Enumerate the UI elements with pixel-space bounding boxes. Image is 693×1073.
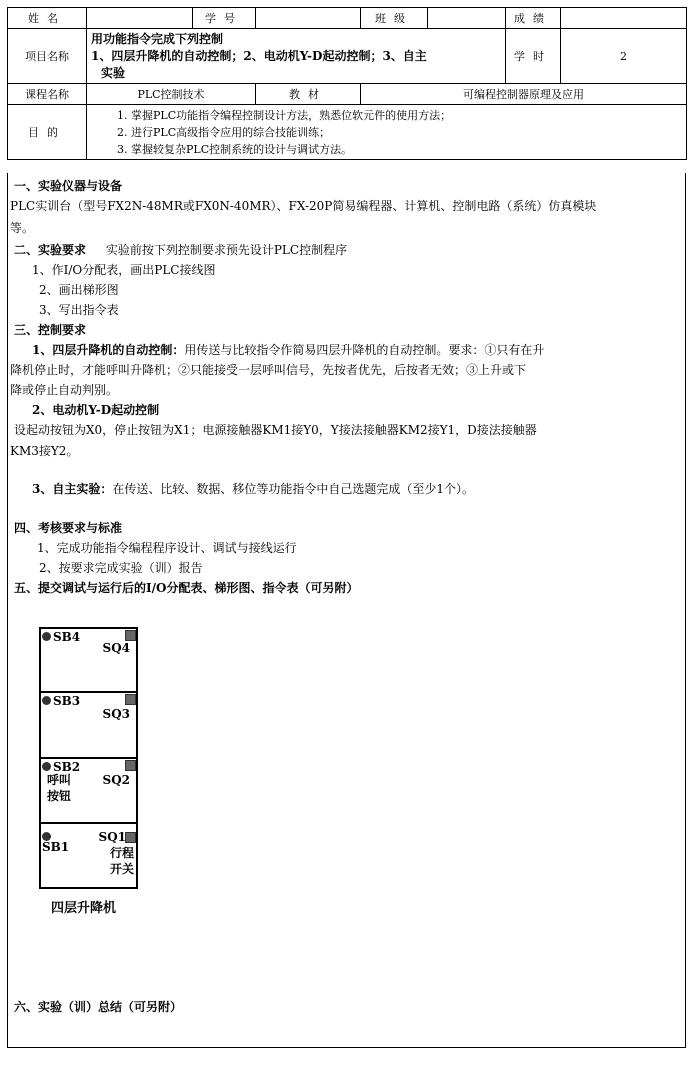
elevator-req-line: 1、四层升降机的自动控制：用传送与比较指令作简易四层升降机的自动控制。要求：①只有在升: [32, 343, 545, 357]
hours-value: 2: [561, 29, 687, 84]
class-label: 班级: [361, 8, 428, 29]
section-2-title: 二、实验要求: [14, 243, 87, 257]
name-value[interactable]: [87, 8, 193, 29]
purpose-label: 目的: [8, 105, 87, 160]
elevator-diagram: [39, 627, 138, 889]
limit-switch-caption: 开关: [109, 862, 134, 876]
call-button-icon: [42, 632, 51, 641]
section-1-title: 一、实验仪器与设备: [14, 179, 123, 193]
section-2-tail: 实验前按下列控制要求预先设计PLC控制程序: [105, 243, 348, 257]
floor-3: [41, 693, 136, 759]
elevator-req-line: 降机停止时，才能呼叫升降机；②只能接受一层呼叫信号，先按者优先，后按者无效；③上升或下: [10, 363, 527, 377]
motor-req-line: 设起动按钮为X0，停止按钮为X1；电源接触器KM1接Y0，Y接法接触器KM2接Y1，D接法接触器: [14, 423, 537, 437]
call-button-icon: [42, 762, 51, 771]
limit-switch-caption: 行程: [109, 846, 134, 860]
diagram-caption: 四层升降机: [51, 901, 117, 916]
limit-switch-icon: [125, 760, 136, 771]
content-area: [7, 173, 686, 1048]
motor-req-title: 2、电动机Y-D起动控制: [32, 403, 160, 417]
floor-4: [41, 629, 136, 693]
hours-label: 学时: [506, 29, 561, 84]
textbook-label: 教材: [256, 84, 361, 105]
requirement-item: 3、写出指令表: [39, 303, 119, 317]
course-label: 课程名称: [8, 84, 87, 105]
score-label: 成绩: [506, 8, 561, 29]
student-no-label: 学号: [193, 8, 256, 29]
custom-experiment-line: 3、自主实验：在传送、比较、数据、移位等功能指令中自己选题完成（至少1个）。: [32, 482, 474, 496]
course-value: PLC控制技术: [87, 84, 256, 105]
purpose-item: 3. 掌握较复杂PLC控制系统的设计与调试方法。: [117, 142, 353, 156]
limit-switch-icon: [125, 832, 136, 843]
switch-label: SQ2: [102, 773, 130, 787]
name-label: 姓名: [8, 8, 87, 29]
student-no-value[interactable]: [256, 8, 361, 29]
button-label: SB2: [53, 760, 81, 774]
document-page: [7, 7, 686, 1048]
section-6-title: 六、实验（训）总结（可另附）: [14, 1000, 183, 1014]
switch-label: SQ1: [98, 830, 126, 844]
motor-req-line: KM3接Y2。: [10, 444, 79, 458]
call-button-icon: [42, 696, 51, 705]
section-3-title: 三、控制要求: [14, 323, 87, 337]
switch-label: SQ4: [102, 641, 130, 655]
project-title: 用功能指令完成下列控制 1、四层升降机的自动控制；2、电动机Y-D起动控制；3、自主 实验: [87, 29, 506, 84]
equipment-text: PLC实训台（型号FX2N-48MR或FX0N-40MR）、FX-20P简易编程器、计算机、控制电路（系统）仿真模块: [10, 199, 597, 213]
section-4-title: 四、考核要求与标准: [14, 521, 123, 535]
assessment-item: 2、按要求完成实验（训）报告: [39, 561, 203, 575]
class-value[interactable]: [428, 8, 506, 29]
elevator-req-line: 降或停止自动判别。: [10, 383, 119, 397]
purpose-item: 2. 进行PLC高级指令应用的综合技能训练；: [117, 125, 331, 139]
limit-switch-icon: [125, 694, 136, 705]
header-table: [7, 7, 687, 160]
section-2: [14, 242, 347, 258]
purpose-list: [87, 105, 687, 160]
call-button-caption: 按钮: [47, 789, 72, 803]
equipment-text-end: 等。: [10, 221, 35, 235]
textbook-value: 可编程控制器原理及应用: [361, 84, 687, 105]
switch-label: SQ3: [102, 707, 130, 721]
limit-switch-icon: [125, 630, 136, 641]
button-label: SB3: [53, 694, 81, 708]
button-label: SB1: [42, 840, 70, 854]
assessment-item: 1、完成功能指令编程程序设计、调试与接线运行: [37, 541, 297, 555]
score-value[interactable]: [561, 8, 687, 29]
floor-2: [41, 759, 136, 824]
button-label: SB4: [53, 630, 81, 644]
project-label: 项目名称: [8, 29, 87, 84]
requirement-item: 2、画出梯形图: [39, 283, 119, 297]
floor-1: [41, 824, 136, 887]
requirement-item: 1、作I/O分配表，画出PLC接线图: [32, 263, 216, 277]
section-5-title: 五、提交调试与运行后的I/O分配表、梯形图、指令表（可另附）: [14, 581, 359, 595]
call-button-caption: 呼叫: [47, 773, 72, 787]
purpose-item: 1. 掌握PLC功能指令编程控制设计方法，熟悉位软元件的使用方法；: [117, 108, 452, 122]
